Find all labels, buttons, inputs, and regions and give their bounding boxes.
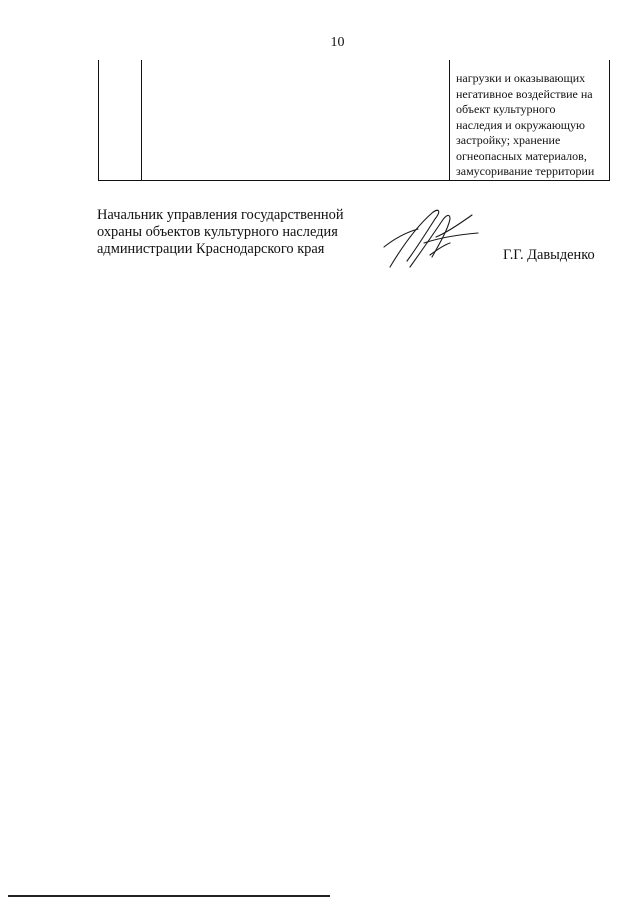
cell-text-line: замусоривание территории [456,164,595,178]
cell-text-line: негативное воздействие на [456,86,593,101]
table-cell-restrictions [450,60,610,180]
signer-position [97,207,344,258]
handwritten-signature [380,203,480,271]
signer-title-line: охраны объектов культурного наследия [97,224,338,240]
table-row [99,60,610,180]
cell-text-line: застройку; хранение [456,133,561,147]
cell-text-line: нагрузки и оказывающих [456,71,586,85]
signer-title-line: администрации Краснодарского края [97,241,325,257]
table-cell-number [99,60,142,180]
cell-text-line: наследия и окружающую [456,117,585,132]
signer-name: Г.Г. Давыденко [503,247,595,263]
page-number: 10 [330,35,345,50]
table-cell-description [142,60,450,180]
cell-text-line: огнеопасных материалов, [456,148,587,163]
continuation-table [98,60,610,181]
footer-divider [8,895,330,897]
cell-text-line: объект культурного [456,102,556,116]
signer-title-line: Начальник управления государственной [97,207,344,223]
